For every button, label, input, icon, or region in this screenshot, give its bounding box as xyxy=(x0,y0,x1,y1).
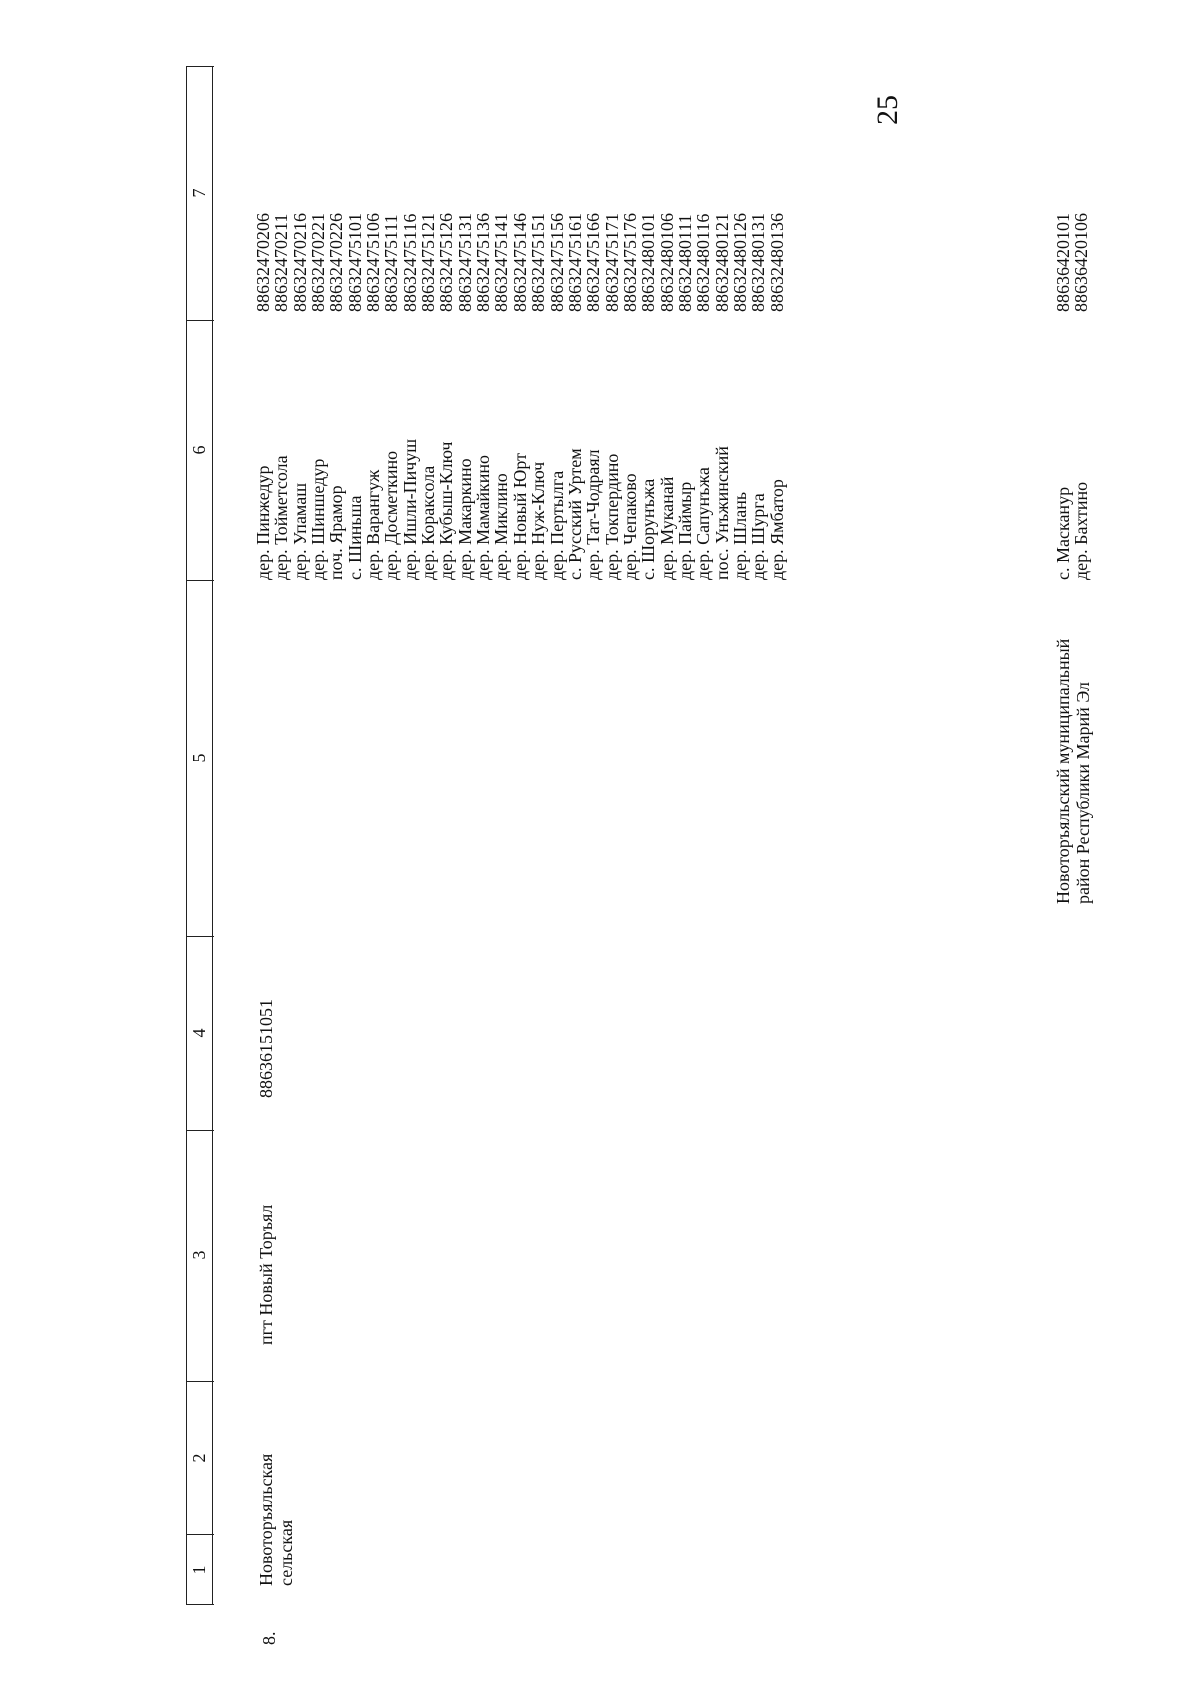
okato-code-item: 88632475121 xyxy=(418,213,439,312)
admin-center: пгт Новый Торъял xyxy=(256,1204,276,1345)
okato-code-item: 88632475146 xyxy=(509,213,530,312)
settlement-item: дер. Шурга xyxy=(748,493,769,580)
page-number: 25 xyxy=(871,95,904,125)
okato-code-item: 88632475136 xyxy=(473,213,494,312)
okato-code-item: 88632475171 xyxy=(601,213,622,312)
settlement-item: дер. Шиншедур xyxy=(308,458,329,580)
settlement-item: дер. Ямбатор xyxy=(766,479,787,580)
settlement-item: поч. Ярамор xyxy=(326,485,347,580)
settlement-item: дер. Тойметсола xyxy=(271,455,292,580)
col-header-1: 1 xyxy=(189,1565,209,1575)
okato-code-item: 88632475101 xyxy=(344,213,365,312)
okato-code-item: 88632475116 xyxy=(399,213,420,312)
okato-code-item: 88632470211 xyxy=(271,213,292,312)
col-sep-3-4 xyxy=(186,1130,214,1131)
okato-code-item: 88632475151 xyxy=(528,213,549,312)
okato-code-item: 88632480101 xyxy=(638,213,659,312)
settlement-item: дер. Пинжедур xyxy=(253,465,273,580)
okato-code-item: 88632475111 xyxy=(381,214,402,312)
settlement-item: дер. Кубыш-Ключ xyxy=(436,441,457,580)
settlement-item: с. Шорунъжа xyxy=(638,478,659,580)
okato-code-item: 88632480126 xyxy=(729,213,750,312)
settlement-item: дер. Сапунъжа xyxy=(693,467,714,580)
settlement-item: с. Русский Уртем xyxy=(564,448,585,580)
col-sep-4-5 xyxy=(186,936,214,937)
okato-code-item: 88636420101 xyxy=(1053,213,1073,312)
okato-code-item: 88632475166 xyxy=(583,213,604,312)
settlement-item: с. Шиньша xyxy=(344,495,365,580)
settlement-item: дер. Муканай xyxy=(656,476,677,580)
settlement-item: дер. Макаркино xyxy=(454,458,475,580)
admin-center-code: 88636151051 xyxy=(256,999,276,1098)
settlement-item: дер. Миклино xyxy=(491,473,512,580)
okato-code-item: 88632470216 xyxy=(289,213,310,312)
col-header-5: 5 xyxy=(189,753,209,763)
okato-code-item: 88632475126 xyxy=(436,213,457,312)
settlement-item: дер. Мамайкино xyxy=(473,454,494,580)
col-sep-6-7 xyxy=(186,320,214,321)
settlement-item: дер. Новый Юрт xyxy=(509,452,530,580)
okato-code-item: 88632475161 xyxy=(564,213,585,312)
okato-code-item: 88632480106 xyxy=(656,213,677,312)
okato-code-item: 88632475176 xyxy=(619,213,640,312)
col-sep-2-3 xyxy=(186,1381,214,1382)
okato-code-item: 88632475106 xyxy=(363,213,384,312)
okato-code-item: 88632470206 xyxy=(253,213,273,312)
okato-code-item: 88632480131 xyxy=(748,213,769,312)
settlement-item: дер. Варангуж xyxy=(363,469,384,580)
settlement-item: дер. Токпердино xyxy=(601,453,622,580)
table-header-right-border xyxy=(186,66,214,67)
okato-code-item: 88632475141 xyxy=(491,213,512,312)
row-number: 8. xyxy=(259,1631,279,1645)
col-header-2: 2 xyxy=(189,1453,209,1463)
okato-code-item: 88632480136 xyxy=(766,213,787,312)
okato-code-item: 88632475156 xyxy=(546,213,567,312)
settlements-list-b xyxy=(1054,336,1091,580)
okato-code-item: 88632470226 xyxy=(326,213,347,312)
settlement-item: дер. Шлань xyxy=(729,491,750,580)
okato-code-item: 88632480116 xyxy=(693,213,714,312)
settlements-list xyxy=(254,336,786,580)
okato-code-item: 88632480111 xyxy=(674,214,695,312)
col-sep-1-2 xyxy=(186,1534,214,1535)
settlement-item: дер. Упамаш xyxy=(289,482,310,580)
okato-code-item: 88632470221 xyxy=(308,213,329,312)
col-header-6: 6 xyxy=(189,445,209,455)
settlement-item: дер. Паймыр xyxy=(674,481,695,580)
settlement-item: с. Маскануp xyxy=(1053,486,1073,580)
okato-code-item: 88632475131 xyxy=(454,213,475,312)
table-header-left-border xyxy=(186,1604,214,1605)
okato-codes-list xyxy=(254,68,786,312)
settlement-item: дер. Бахтино xyxy=(1071,481,1092,580)
settlement-item: дер. Нуж-Ключ xyxy=(528,461,549,580)
settlement-item: дер. Досметкино xyxy=(381,450,402,580)
okato-codes-list-b xyxy=(1054,68,1091,312)
okato-code-item: 88636420106 xyxy=(1071,213,1092,312)
settlement-item: дер. Тат-Чодраял xyxy=(583,449,604,580)
col-header-7: 7 xyxy=(189,188,209,198)
settlement-item: пос. Унъжинский xyxy=(711,446,732,580)
district-name: Новоторъяльский муниципальный район Республики Марий Эл xyxy=(1053,638,1093,904)
table-header-top-border xyxy=(186,66,187,1604)
settlement-item: дер. Пертылга xyxy=(546,470,567,580)
col-header-4: 4 xyxy=(189,1028,209,1038)
municipality-name: Новоторъяльская сельская xyxy=(256,1453,296,1586)
settlement-item: дер. Чепаково xyxy=(619,473,640,580)
col-header-3: 3 xyxy=(189,1250,209,1260)
settlement-item: дер. Кораксола xyxy=(418,465,439,580)
col-sep-5-6 xyxy=(186,580,214,581)
table-header-bottom-border xyxy=(212,66,213,1604)
settlement-item: дер. Ишли-Пичуш xyxy=(399,438,420,580)
okato-code-item: 88632480121 xyxy=(711,213,732,312)
